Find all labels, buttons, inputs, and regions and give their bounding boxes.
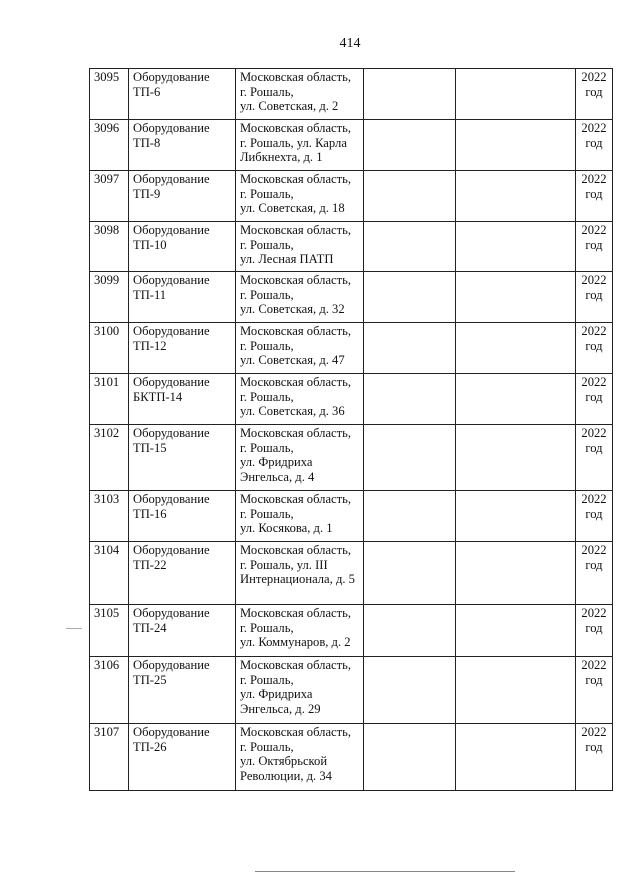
cell-empty-2 [456, 724, 576, 791]
cell-year: 2022 год [576, 69, 613, 120]
cell-address: Московская область, г. Рошаль, ул. III Интернационала, д. 5 [236, 542, 364, 605]
cell-empty-2 [456, 171, 576, 222]
cell-number: 3105 [90, 605, 129, 657]
cell-empty-1 [364, 69, 456, 120]
cell-year: 2022 год [576, 120, 613, 171]
cell-empty-1 [364, 171, 456, 222]
cell-address: Московская область, г. Рошаль, ул. Советская, д. 47 [236, 323, 364, 374]
cell-empty-2 [456, 272, 576, 323]
cell-object: Оборудование ТП-6 [129, 69, 236, 120]
cell-year: 2022 год [576, 605, 613, 657]
cell-object: Оборудование ТП-11 [129, 272, 236, 323]
table-row [90, 657, 613, 724]
cell-object: Оборудование ТП-16 [129, 491, 236, 542]
cell-object: Оборудование ТП-26 [129, 724, 236, 791]
cell-empty-1 [364, 724, 456, 791]
cell-empty-1 [364, 374, 456, 425]
cell-empty-2 [456, 374, 576, 425]
table-body [90, 69, 613, 791]
cell-year: 2022 год [576, 425, 613, 491]
cell-number: 3102 [90, 425, 129, 491]
cell-object: Оборудование ТП-10 [129, 222, 236, 272]
cell-address: Московская область, г. Рошаль, ул. Косякова, д. 1 [236, 491, 364, 542]
cell-empty-2 [456, 69, 576, 120]
cell-year: 2022 год [576, 657, 613, 724]
cell-number: 3096 [90, 120, 129, 171]
cell-number: 3097 [90, 171, 129, 222]
cell-address: Московская область, г. Рошаль, ул. Лесная ПАТП [236, 222, 364, 272]
cell-empty-2 [456, 542, 576, 605]
cell-empty-1 [364, 491, 456, 542]
cell-address: Московская область, г. Рошаль, ул. Советская, д. 32 [236, 272, 364, 323]
table-row [90, 605, 613, 657]
table-row [90, 272, 613, 323]
cell-year: 2022 год [576, 724, 613, 791]
cell-empty-1 [364, 605, 456, 657]
table-row [90, 120, 613, 171]
cell-year: 2022 год [576, 491, 613, 542]
data-table [89, 68, 613, 791]
cell-empty-2 [456, 425, 576, 491]
cell-number: 3107 [90, 724, 129, 791]
cell-address: Московская область, г. Рошаль, ул. Советская, д. 36 [236, 374, 364, 425]
cell-address: Московская область, г. Рошаль, ул. Фридриха Энгельса, д. 29 [236, 657, 364, 724]
cell-year: 2022 год [576, 323, 613, 374]
cell-object: Оборудование ТП-25 [129, 657, 236, 724]
cell-number: 3098 [90, 222, 129, 272]
table-row [90, 69, 613, 120]
cell-empty-2 [456, 120, 576, 171]
cell-empty-1 [364, 120, 456, 171]
cell-empty-2 [456, 491, 576, 542]
cell-address: Московская область, г. Рошаль, ул. Советская, д. 2 [236, 69, 364, 120]
cell-number: 3104 [90, 542, 129, 605]
table-row [90, 171, 613, 222]
cell-object: Оборудование ТП-12 [129, 323, 236, 374]
cell-year: 2022 год [576, 542, 613, 605]
table-row [90, 425, 613, 491]
cell-year: 2022 год [576, 171, 613, 222]
cell-number: 3099 [90, 272, 129, 323]
cell-object: Оборудование ТП-8 [129, 120, 236, 171]
cell-object: Оборудование БКТП-14 [129, 374, 236, 425]
cell-empty-2 [456, 605, 576, 657]
cell-object: Оборудование ТП-15 [129, 425, 236, 491]
table-row [90, 374, 613, 425]
cell-number: 3103 [90, 491, 129, 542]
cell-address: Московская область, г. Рошаль, ул. Фридриха Энгельса, д. 4 [236, 425, 364, 491]
bottom-rule [255, 871, 515, 872]
cell-empty-1 [364, 657, 456, 724]
page-number: 414 [339, 36, 361, 51]
cell-empty-2 [456, 657, 576, 724]
table-row [90, 323, 613, 374]
cell-empty-1 [364, 323, 456, 374]
cell-number: 3095 [90, 69, 129, 120]
cell-year: 2022 год [576, 272, 613, 323]
cell-year: 2022 год [576, 222, 613, 272]
cell-object: Оборудование ТП-9 [129, 171, 236, 222]
cell-year: 2022 год [576, 374, 613, 425]
cell-object: Оборудование ТП-24 [129, 605, 236, 657]
cell-address: Московская область, г. Рошаль, ул. Карла Либкнехта, д. 1 [236, 120, 364, 171]
cell-object: Оборудование ТП-22 [129, 542, 236, 605]
table-row [90, 222, 613, 272]
table-row [90, 724, 613, 791]
cell-empty-1 [364, 542, 456, 605]
cell-address: Московская область, г. Рошаль, ул. Коммунаров, д. 2 [236, 605, 364, 657]
cell-address: Московская область, г. Рошаль, ул. Советская, д. 18 [236, 171, 364, 222]
cell-address: Московская область, г. Рошаль, ул. Октябрьской Революции, д. 34 [236, 724, 364, 791]
cell-number: 3101 [90, 374, 129, 425]
cell-empty-1 [364, 222, 456, 272]
cell-number: 3100 [90, 323, 129, 374]
cell-empty-2 [456, 222, 576, 272]
cell-number: 3106 [90, 657, 129, 724]
table-row [90, 491, 613, 542]
cell-empty-1 [364, 425, 456, 491]
table-row [90, 542, 613, 605]
cell-empty-1 [364, 272, 456, 323]
margin-mark [66, 628, 82, 629]
cell-empty-2 [456, 323, 576, 374]
